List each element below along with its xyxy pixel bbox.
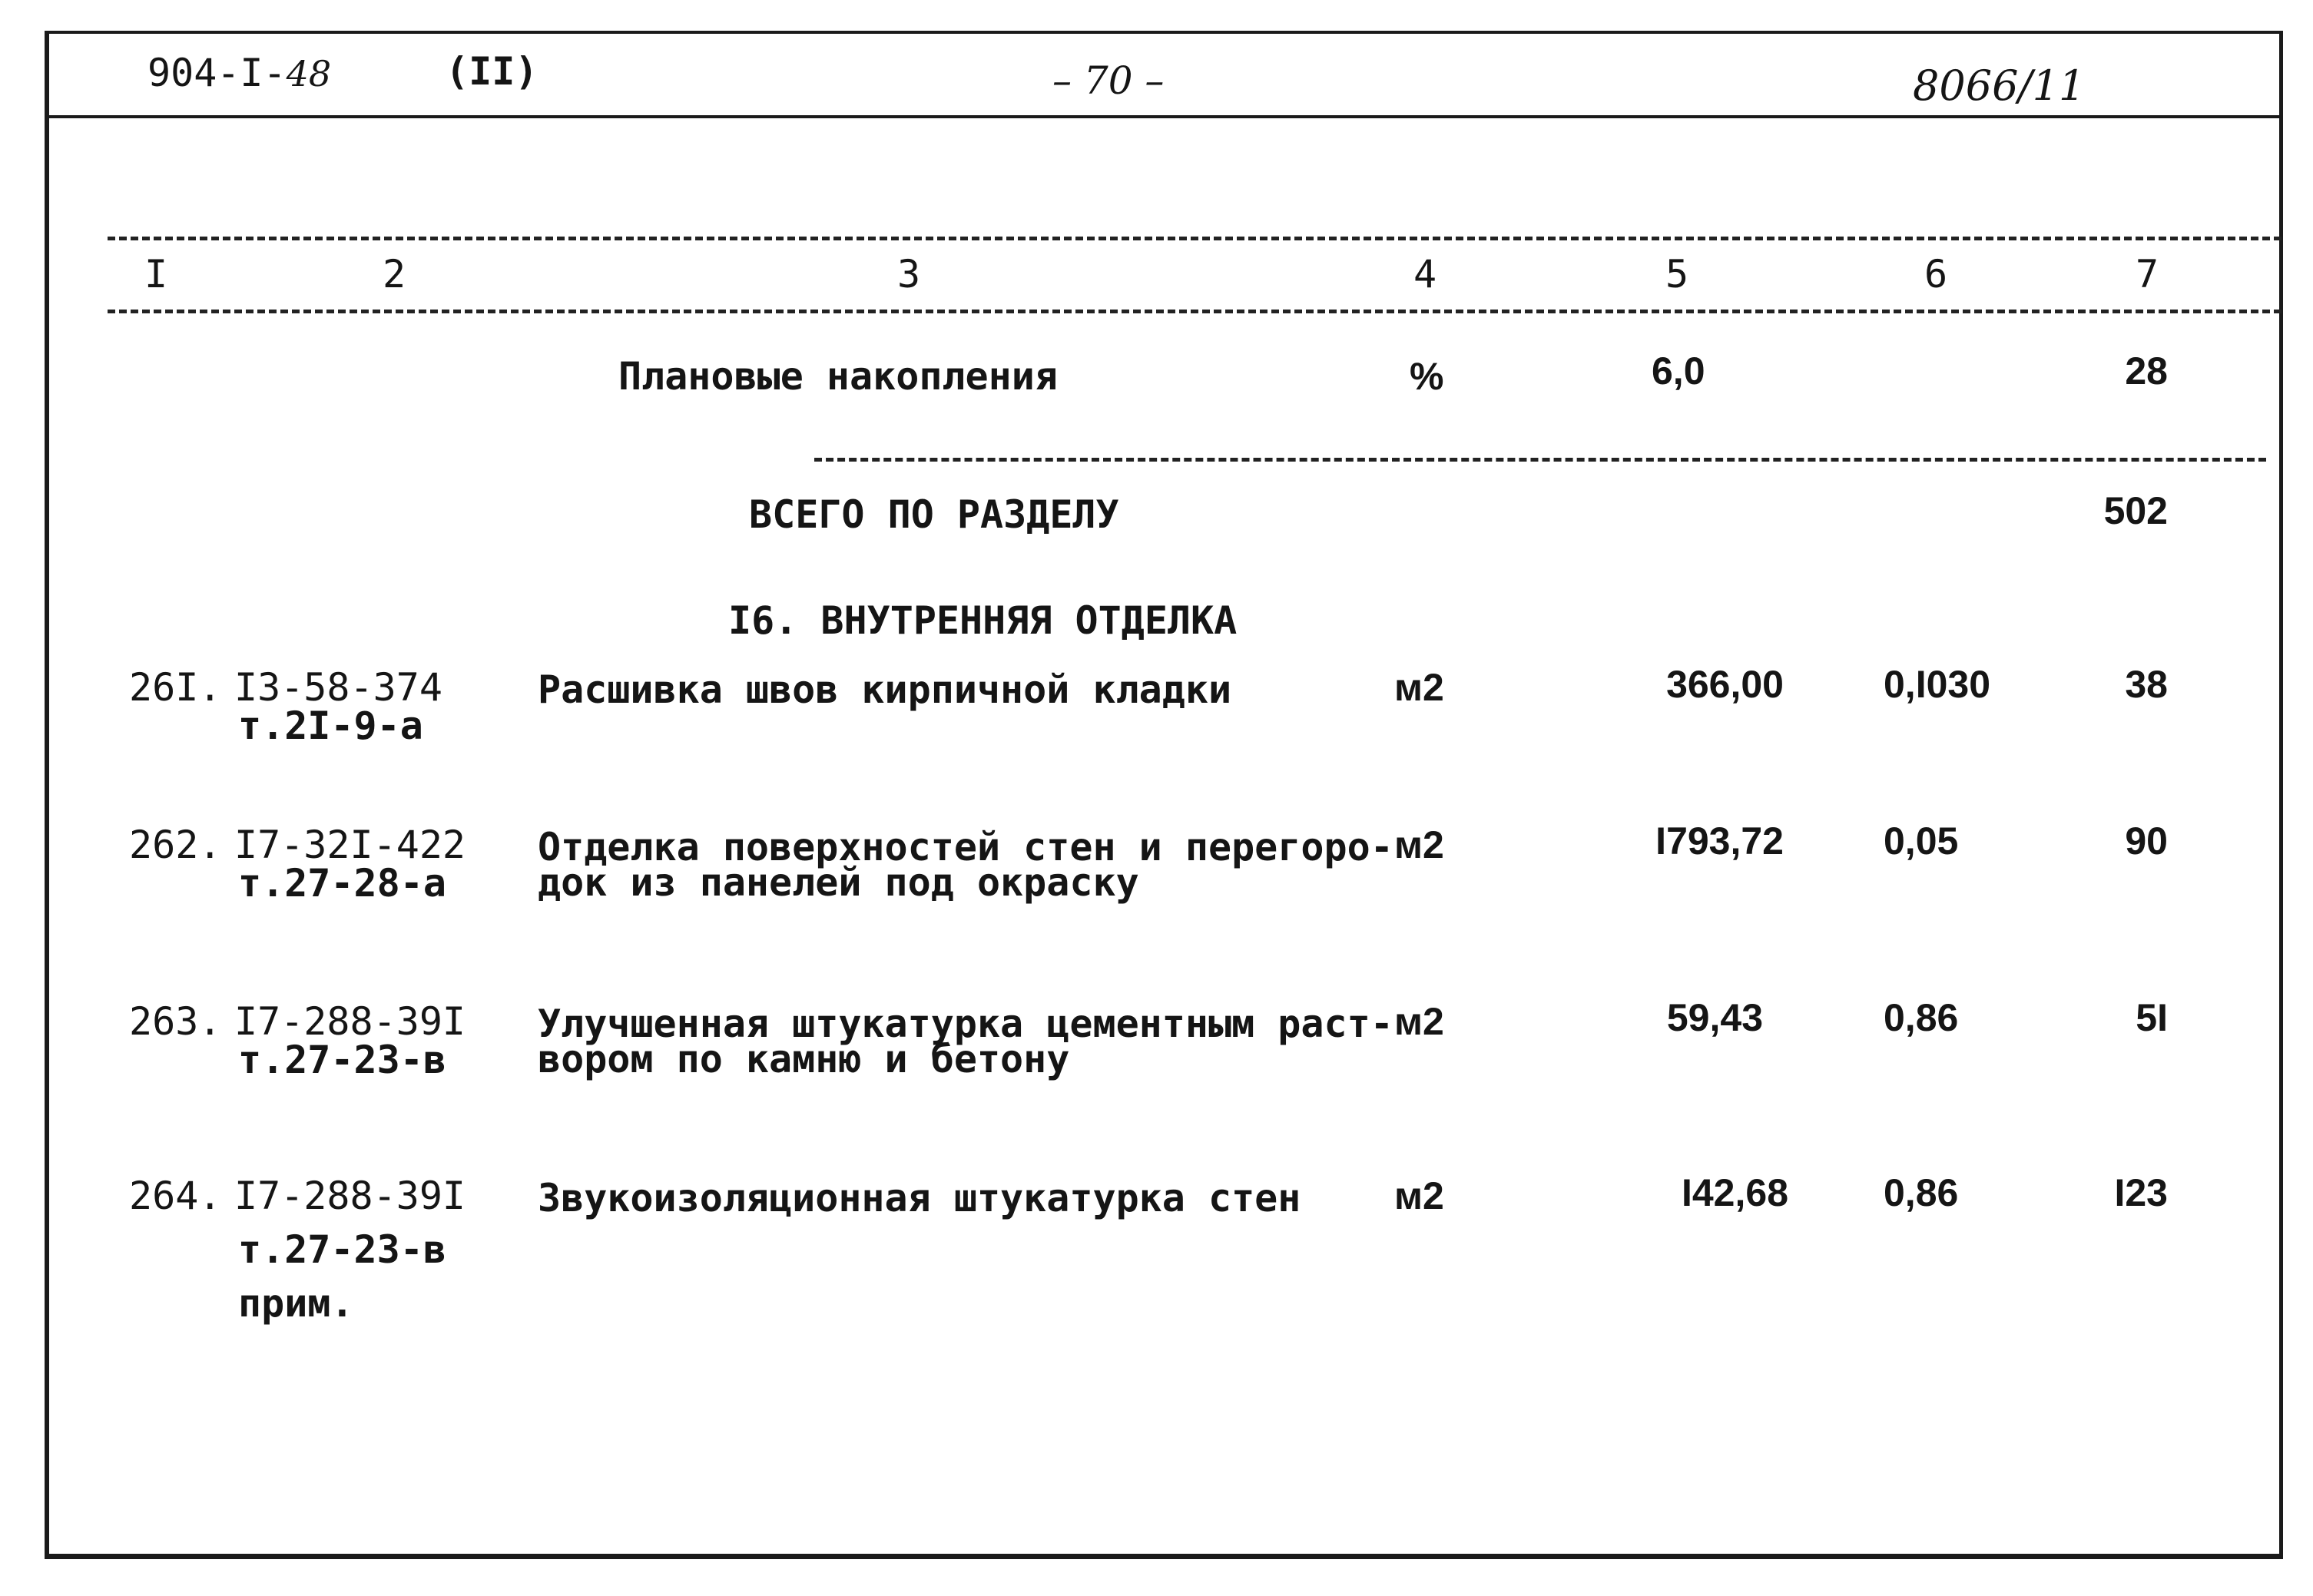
col-6-header: 6 xyxy=(1924,252,1948,296)
planned-savings-rate: 6,0 xyxy=(1652,349,1705,392)
row-description: док из панелей под окраску xyxy=(538,860,1139,905)
row-code-line: I7-288-39I xyxy=(234,1174,466,1218)
row-total: 5I xyxy=(2136,996,2168,1039)
row-rate: 0,I030 xyxy=(1884,663,1991,706)
section-total-value: 502 xyxy=(2103,489,2168,532)
col-4-header: 4 xyxy=(1413,252,1437,296)
planned-savings-label: Плановые накопления xyxy=(618,354,1058,399)
col-5-header: 5 xyxy=(1665,252,1689,296)
row-rate: 0,86 xyxy=(1884,996,1959,1039)
row-code-line: прим. xyxy=(238,1281,354,1326)
series-handwritten: 48 xyxy=(286,53,332,94)
col-2-header: 2 xyxy=(383,252,406,296)
section-title: I6. ВНУТРЕННЯЯ ОТДЕЛКА xyxy=(728,598,1238,643)
row-code-line: т.27-28-а xyxy=(238,861,446,906)
row-quantity: I42,68 xyxy=(1681,1171,1788,1214)
row-description: вором по камню и бетону xyxy=(538,1037,1070,1081)
row-unit: м2 xyxy=(1394,823,1444,866)
row-quantity: 366,00 xyxy=(1666,663,1784,706)
row-number: 262. xyxy=(129,823,222,867)
column-header-top-rule xyxy=(108,237,2282,240)
row-total: 90 xyxy=(2125,820,2168,863)
row-code-line: I7-288-39I xyxy=(234,999,466,1044)
col-1-header: I xyxy=(144,252,168,296)
row-rate: 0,05 xyxy=(1884,820,1959,863)
page-number: – 70 – xyxy=(1052,58,1165,103)
row-description: Улучшенная штукатурка цементным раст- xyxy=(538,1002,1393,1046)
col-7-header: 7 xyxy=(2136,252,2159,296)
row-number: 263. xyxy=(129,999,222,1044)
sheet-code: 8066/11 xyxy=(1913,61,2086,110)
row-unit: м2 xyxy=(1394,1000,1444,1043)
planned-savings-unit: % xyxy=(1410,355,1444,398)
row-code-line: I3-58-374 xyxy=(234,665,442,710)
row-unit: м2 xyxy=(1394,1174,1444,1217)
row-rate: 0,86 xyxy=(1884,1171,1959,1214)
row-code-line: т.27-23-в xyxy=(238,1227,446,1272)
row-total: 38 xyxy=(2125,663,2168,706)
document-series xyxy=(147,51,332,95)
row-code-line: т.27-23-в xyxy=(238,1038,446,1082)
header-rule xyxy=(45,115,2283,118)
planned-savings-total: 28 xyxy=(2125,349,2168,392)
row-description: Звукоизоляционная штукатурка стен xyxy=(538,1176,1301,1220)
row-number: 26I. xyxy=(129,665,222,710)
subtotal-rule xyxy=(814,458,2266,462)
row-description: Отделка поверхностей стен и перегоро- xyxy=(538,825,1393,869)
row-description: Расшивка швов кирпичной кладки xyxy=(538,667,1232,712)
series-prefix: 904-I- xyxy=(147,51,287,95)
row-code-line: I7-32I-422 xyxy=(234,823,466,867)
row-unit: м2 xyxy=(1394,666,1444,709)
row-quantity: 59,43 xyxy=(1666,996,1763,1039)
row-number: 264. xyxy=(129,1174,222,1218)
column-header-bottom-rule xyxy=(108,310,2282,313)
section-total-label: ВСЕГО ПО РАЗДЕЛУ xyxy=(749,492,1119,537)
part-label: (II) xyxy=(446,49,538,94)
row-total: I23 xyxy=(2114,1171,2168,1214)
row-code-line: т.2I-9-а xyxy=(238,704,423,748)
row-quantity: I793,72 xyxy=(1655,820,1784,863)
col-3-header: 3 xyxy=(897,252,921,296)
